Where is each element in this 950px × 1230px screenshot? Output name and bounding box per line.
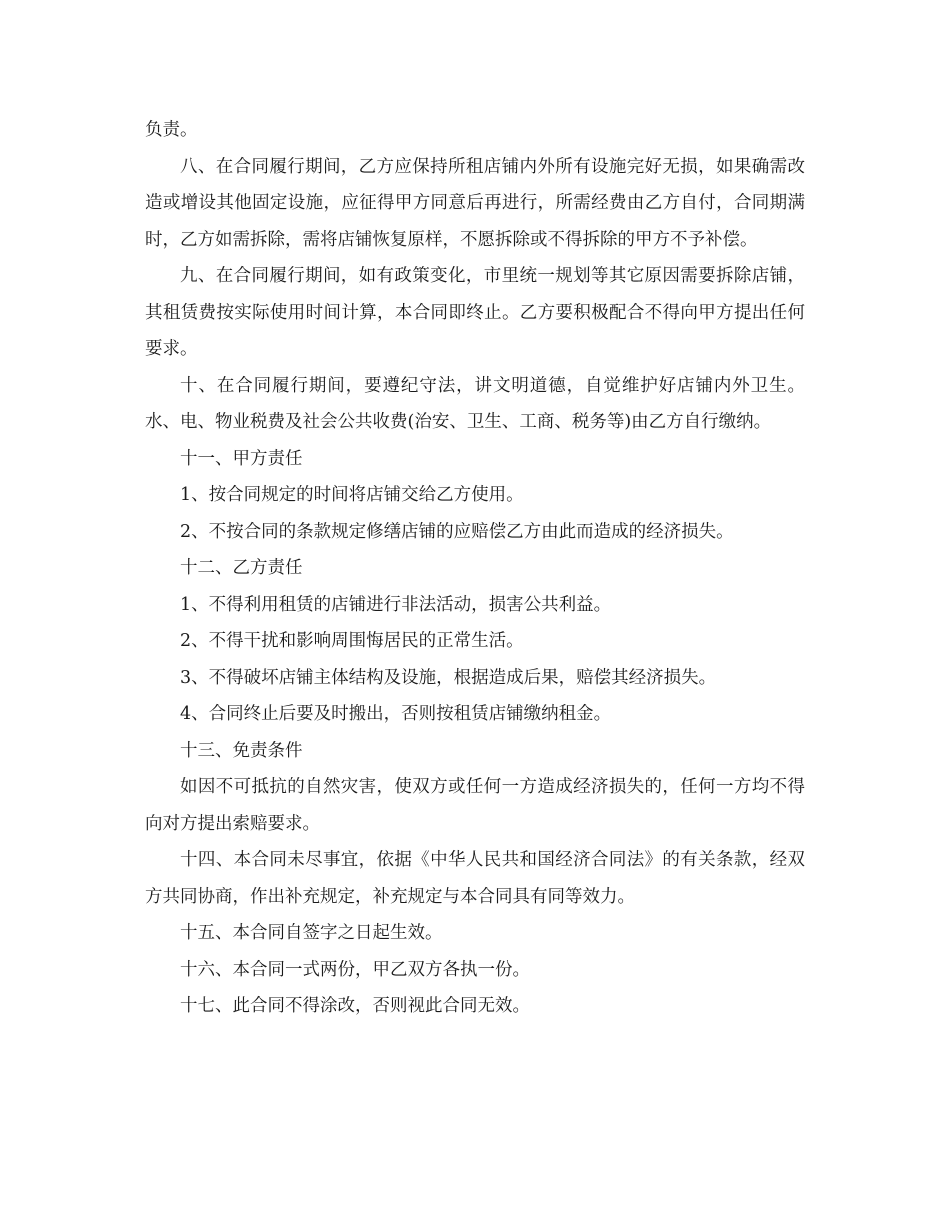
clause-13-body: 如因不可抵抗的自然灾害，使双方或任何一方造成经济损失的，任何一方均不得向对方提出索赔要求。	[145, 777, 805, 834]
clause-9: 九、在合同履行期间，如有政策变化，市里统一规划等其它原因需要拆除店铺，其租赁费按实际使用时间计算，本合同即终止。乙方要积极配合不得向甲方提出任何要求。	[145, 266, 805, 359]
clause-16: 十六、本合同一式两份，甲乙双方各执一份。	[180, 959, 530, 980]
clause-12-item-4: 4、合同终止后要及时搬出，否则按租赁店铺缴纳租金。	[180, 704, 612, 724]
clause-12-heading: 十二、乙方责任	[180, 558, 303, 578]
clause-11-item-1: 1、按合同规定的时间将店铺交给乙方使用。	[180, 485, 524, 505]
clause-15: 十五、本合同自签字之日起生效。	[180, 923, 443, 943]
clause-12-item-1: 1、不得利用租赁的店铺进行非法活动，损害公共利益。	[180, 594, 612, 615]
clause-12-item-3: 3、不得破坏店铺主体结构及设施，根据造成后果，赔偿其经济损失。	[180, 667, 717, 688]
document-page	[145, 112, 805, 1025]
clause-11-heading: 十一、甲方责任	[180, 448, 303, 469]
clause-11-item-2: 2、不按合同的条款规定修缮店铺的应赔偿乙方由此而造成的经济损失。	[180, 521, 734, 542]
clause-17: 十七、此合同不得涂改，否则视此合同无效。	[180, 996, 530, 1016]
clause-10: 十、在合同履行期间，要遵纪守法，讲文明道德，自觉维护好店铺内外卫生。水、电、物业税费及社会公共收费(治安、卫生、工商、税务等)由乙方自行缴纳。	[145, 375, 805, 432]
clause-13-heading: 十三、免责条件	[180, 740, 303, 761]
clause-14: 十四、本合同未尽事宜，依据《中华人民共和国经济合同法》的有关条款，经双方共同协商，作出补充规定，补充规定与本合同具有同等效力。	[145, 850, 805, 907]
paragraph-continuation: 负责。	[145, 120, 198, 140]
clause-12-item-2: 2、不得干扰和影响周围悔居民的正常生活。	[180, 631, 524, 651]
clause-8: 八、在合同履行期间，乙方应保持所租店铺内外所有设施完好无损，如果确需改造或增设其他固定设施，应征得甲方同意后再进行，所需经费由乙方自付，合同期满时，乙方如需拆除，需将店铺恢复原样，不愿拆除或不得拆除的甲方不予补偿。	[145, 156, 805, 250]
